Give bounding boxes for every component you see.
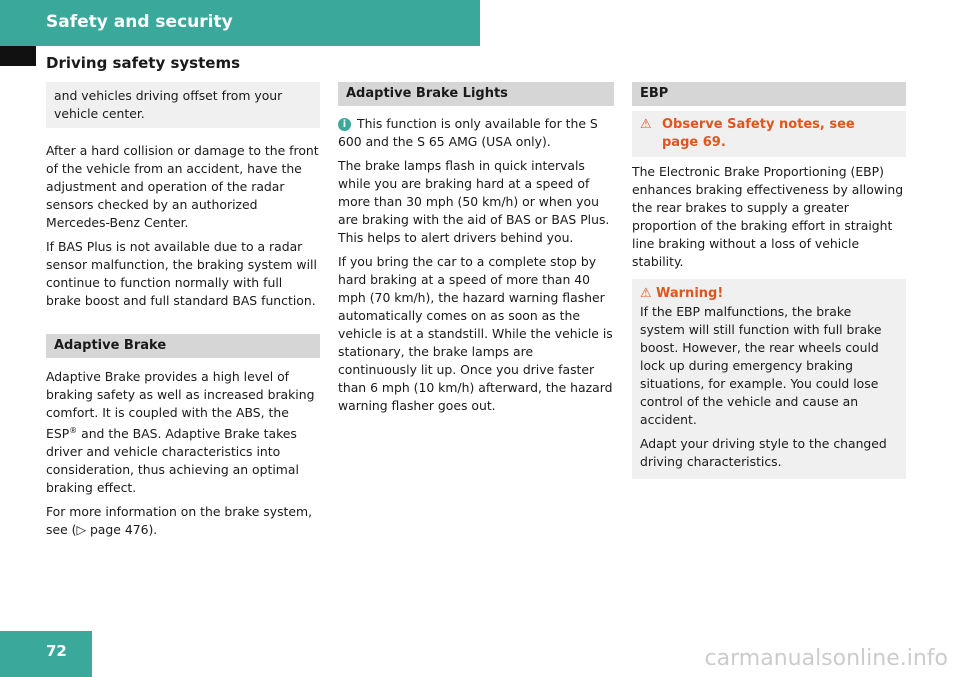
column-1 — [46, 82, 320, 545]
info-note — [338, 115, 614, 151]
adaptive-brake-lights-heading: Adaptive Brake Lights — [338, 82, 614, 106]
adaptive-brake-heading: Adaptive Brake — [46, 334, 320, 358]
observe-link[interactable]: Observe Safety notes, see page 69. — [662, 117, 855, 150]
paragraph-text: and the BAS. Adaptive Brake takes driver and vehicle characteristics into consideration, thus achieving an optimal braking effect. — [46, 426, 299, 496]
paragraph: If BAS Plus is not available due to a radar sensor malfunction, the braking system will continue to function normally with full brake boost and full standard BAS function. — [46, 239, 317, 308]
warning-paragraph: Adapt your driving style to the changed driving characteristics. — [640, 436, 887, 469]
warning-triangle-icon: ⚠ — [640, 117, 652, 132]
paragraph-text: Adaptive Brake provides a high level of braking safety as well as increased braking comfort. It is coupled with the ABS, the ESP — [46, 369, 315, 442]
header-title: Safety and security — [46, 12, 233, 32]
paragraph: The Electronic Brake Proportioning (EBP) enhances braking effectiveness by allowing the rear brakes to supply a greater proportion of the braking effort in straight line braking without a loss of vehicle stability. — [632, 164, 904, 269]
continuation-box: and vehicles driving offset from your vehicle center. — [46, 82, 320, 128]
observe-box — [632, 111, 906, 157]
warning-box — [632, 279, 906, 479]
warning-paragraph: If the EBP malfunctions, the brake system will still function with full brake boost. However, the rear wheels could lock up during emergency braking situations, for example. You could lose control of the vehicle and cause an accident. — [640, 304, 882, 427]
info-icon: i — [338, 118, 351, 131]
paragraph: The brake lamps flash in quick intervals while you are braking hard at a speed of more than 30 mph (50 km/h) or when you are braking with the aid of BAS or BAS Plus. This helps to alert drivers behind you. — [338, 158, 610, 245]
warning-triangle-icon: ⚠ — [640, 286, 652, 301]
watermark: carmanualsonline.info — [704, 646, 948, 671]
section-title: Driving safety systems — [46, 54, 241, 72]
warning-title: Warning! — [656, 286, 724, 301]
paragraph — [46, 368, 320, 497]
ebp-heading: EBP — [632, 82, 906, 106]
column-3 — [632, 82, 906, 479]
column-2 — [338, 82, 614, 421]
page-number: 72 — [46, 642, 67, 660]
paragraph: If you bring the car to a complete stop by hard braking at a speed of more than 40 mph (70 km/h), the hazard warning flasher automatically comes on as soon as the vehicle is at a standstill. While the vehicle is stationary, the brake lamps are continuously lit up. Once you drive faster than 6 mph (10 km/h) afterward, the hazard warning flasher goes out. — [338, 254, 613, 413]
paragraph: After a hard collision or damage to the front of the vehicle from an accident, have the adjustment and operation of the radar sensors checked by an authorized Mercedes-Benz Center. — [46, 143, 319, 230]
registered-mark: ® — [69, 426, 78, 435]
page-reference[interactable]: For more information on the brake system, see (▷ page 476). — [46, 504, 313, 538]
corner-block — [0, 46, 36, 66]
info-text: This function is only available for the S 600 and the S 65 AMG (USA only). — [338, 116, 598, 149]
